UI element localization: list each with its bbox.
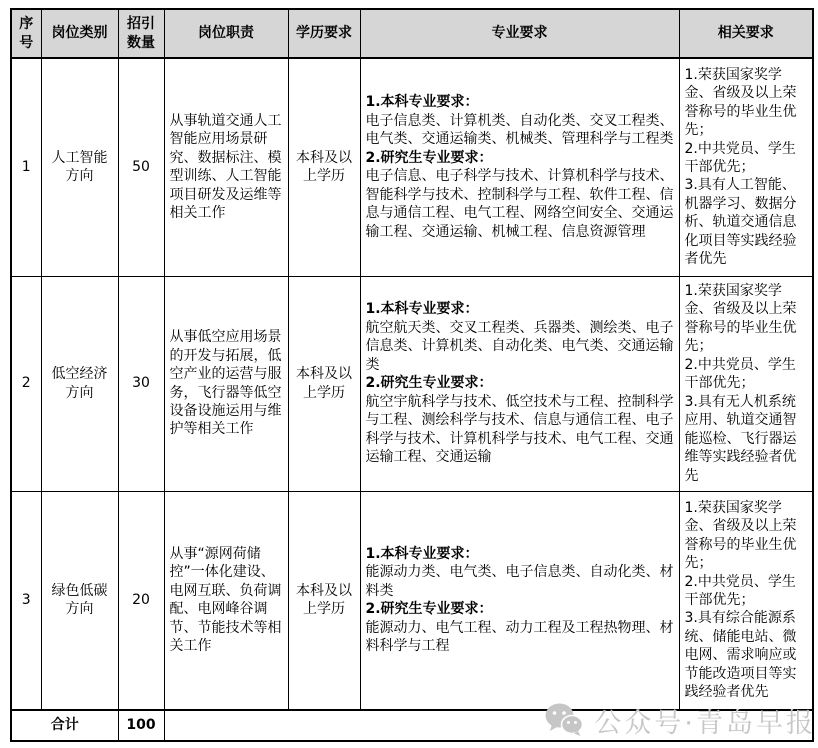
related-item: 2.中共党员、学生干部优先；: [684, 140, 796, 176]
cell-category: 低空经济方向: [41, 276, 118, 491]
header-no: 序号: [11, 9, 41, 58]
major-undergrad-label: 1.本科专业要求：: [365, 545, 479, 562]
header-row: [11, 9, 813, 58]
table-row: [11, 58, 813, 276]
related-item: 3.具有无人机系统应用、轨道交通智能巡检、飞行器运维等实践经验者优先: [684, 393, 797, 484]
major-grad-list: 航空宇航科学与技术、低空技术与工程、控制科学与工程、测绘科学与技术、信息与通信工程、电子科学与技术、计算机科学与技术、电气工程、交通运输工程、交通运输: [365, 393, 674, 466]
header-major: 专业要求: [360, 9, 679, 58]
major-undergrad-list: 航空航天类、交叉工程类、兵器类、测绘类、电子信息类、计算机类、自动化类、电气类、交通运输类: [365, 319, 674, 373]
cell-quantity: 30: [118, 276, 164, 491]
cell-education: 本科及以上学历: [288, 276, 360, 491]
cell-category: 绿色低碳方向: [41, 491, 118, 710]
major-undergrad-label: 1.本科专业要求：: [365, 301, 479, 318]
cell-education: 本科及以上学历: [288, 58, 360, 276]
header-education: 学历要求: [288, 9, 360, 58]
cell-quantity: 20: [118, 491, 164, 710]
related-item: 1.荣获国家奖学金、省级及以上荣誉称号的毕业生优先；: [684, 282, 797, 355]
cell-major: [360, 491, 679, 710]
total-empty-cell: [164, 710, 813, 741]
major-grad-list: 电子信息、电子科学与技术、计算机科学与技术、智能科学与技术、控制科学与工程、软件工程、信息与通信工程、电气工程、网络空间安全、交通运输工程、交通运输、机械工程、信息资源管理: [365, 168, 674, 240]
major-grad-label: 2.研究生专业要求：: [365, 601, 493, 618]
cell-category: 人工智能方向: [41, 58, 118, 276]
related-item: 3.具有综合能源系统、储能电站、微电网、需求响应或节能改造项目等实践经验者优先: [684, 610, 797, 701]
related-item: 1.荣获国家奖学金、省级及以上荣誉称号的毕业生优先；: [684, 499, 797, 572]
cell-related: [679, 58, 813, 276]
cell-no: 3: [11, 491, 41, 710]
cell-duties: 从事低空应用场景的开发与拓展，低空产业的运营与服务，飞行器等低空设备设施运用与维护等相关工作: [164, 276, 288, 491]
major-grad-label: 2.研究生专业要求：: [365, 149, 493, 166]
related-item: 3.具有人工智能、机器学习、数据分析、轨道交通信息化项目等实践经验者优先: [684, 177, 797, 268]
cell-duties: 从事“源网荷储控”一体化建设、电网互联、负荷调配、电网峰谷调节、节能技术等相关工作: [164, 491, 288, 710]
cell-related: [679, 276, 813, 491]
cell-no: 1: [11, 58, 41, 276]
major-undergrad-list: 电子信息类、计算机类、自动化类、交叉工程类、电气类、交通运输类、机械类、管理科学与工程类: [365, 112, 674, 148]
related-item: 2.中共党员、学生干部优先；: [684, 573, 796, 609]
table-row: [11, 276, 813, 491]
cell-duties: 从事轨道交通人工智能应用场景研究、数据标注、模型训练、人工智能项目研发及运维等相关工作: [164, 58, 288, 276]
cell-quantity: 50: [118, 58, 164, 276]
header-quantity: 招引数量: [118, 9, 164, 58]
related-item: 1.荣获国家奖学金、省级及以上荣誉称号的毕业生优先；: [684, 66, 797, 139]
major-grad-label: 2.研究生专业要求：: [365, 375, 493, 392]
total-row: [11, 710, 813, 741]
table-row: [11, 491, 813, 710]
header-category: 岗位类别: [41, 9, 118, 58]
cell-education: 本科及以上学历: [288, 491, 360, 710]
recruitment-table: [10, 8, 814, 742]
header-related: 相关要求: [679, 9, 813, 58]
cell-no: 2: [11, 276, 41, 491]
total-label: 合计: [11, 710, 118, 741]
major-undergrad-label: 1.本科专业要求：: [365, 94, 479, 111]
header-duties: 岗位职责: [164, 9, 288, 58]
total-quantity: 100: [118, 710, 164, 741]
cell-major: [360, 58, 679, 276]
cell-related: [679, 491, 813, 710]
major-grad-list: 能源动力、电气工程、动力工程及工程热物理、材料科学与工程: [365, 619, 674, 655]
major-undergrad-list: 能源动力类、电气类、电子信息类、自动化类、材料类: [365, 564, 674, 599]
cell-major: [360, 276, 679, 491]
related-item: 2.中共党员、学生干部优先；: [684, 356, 796, 392]
watermark-text: 公众号·青岛早报: [594, 707, 816, 739]
